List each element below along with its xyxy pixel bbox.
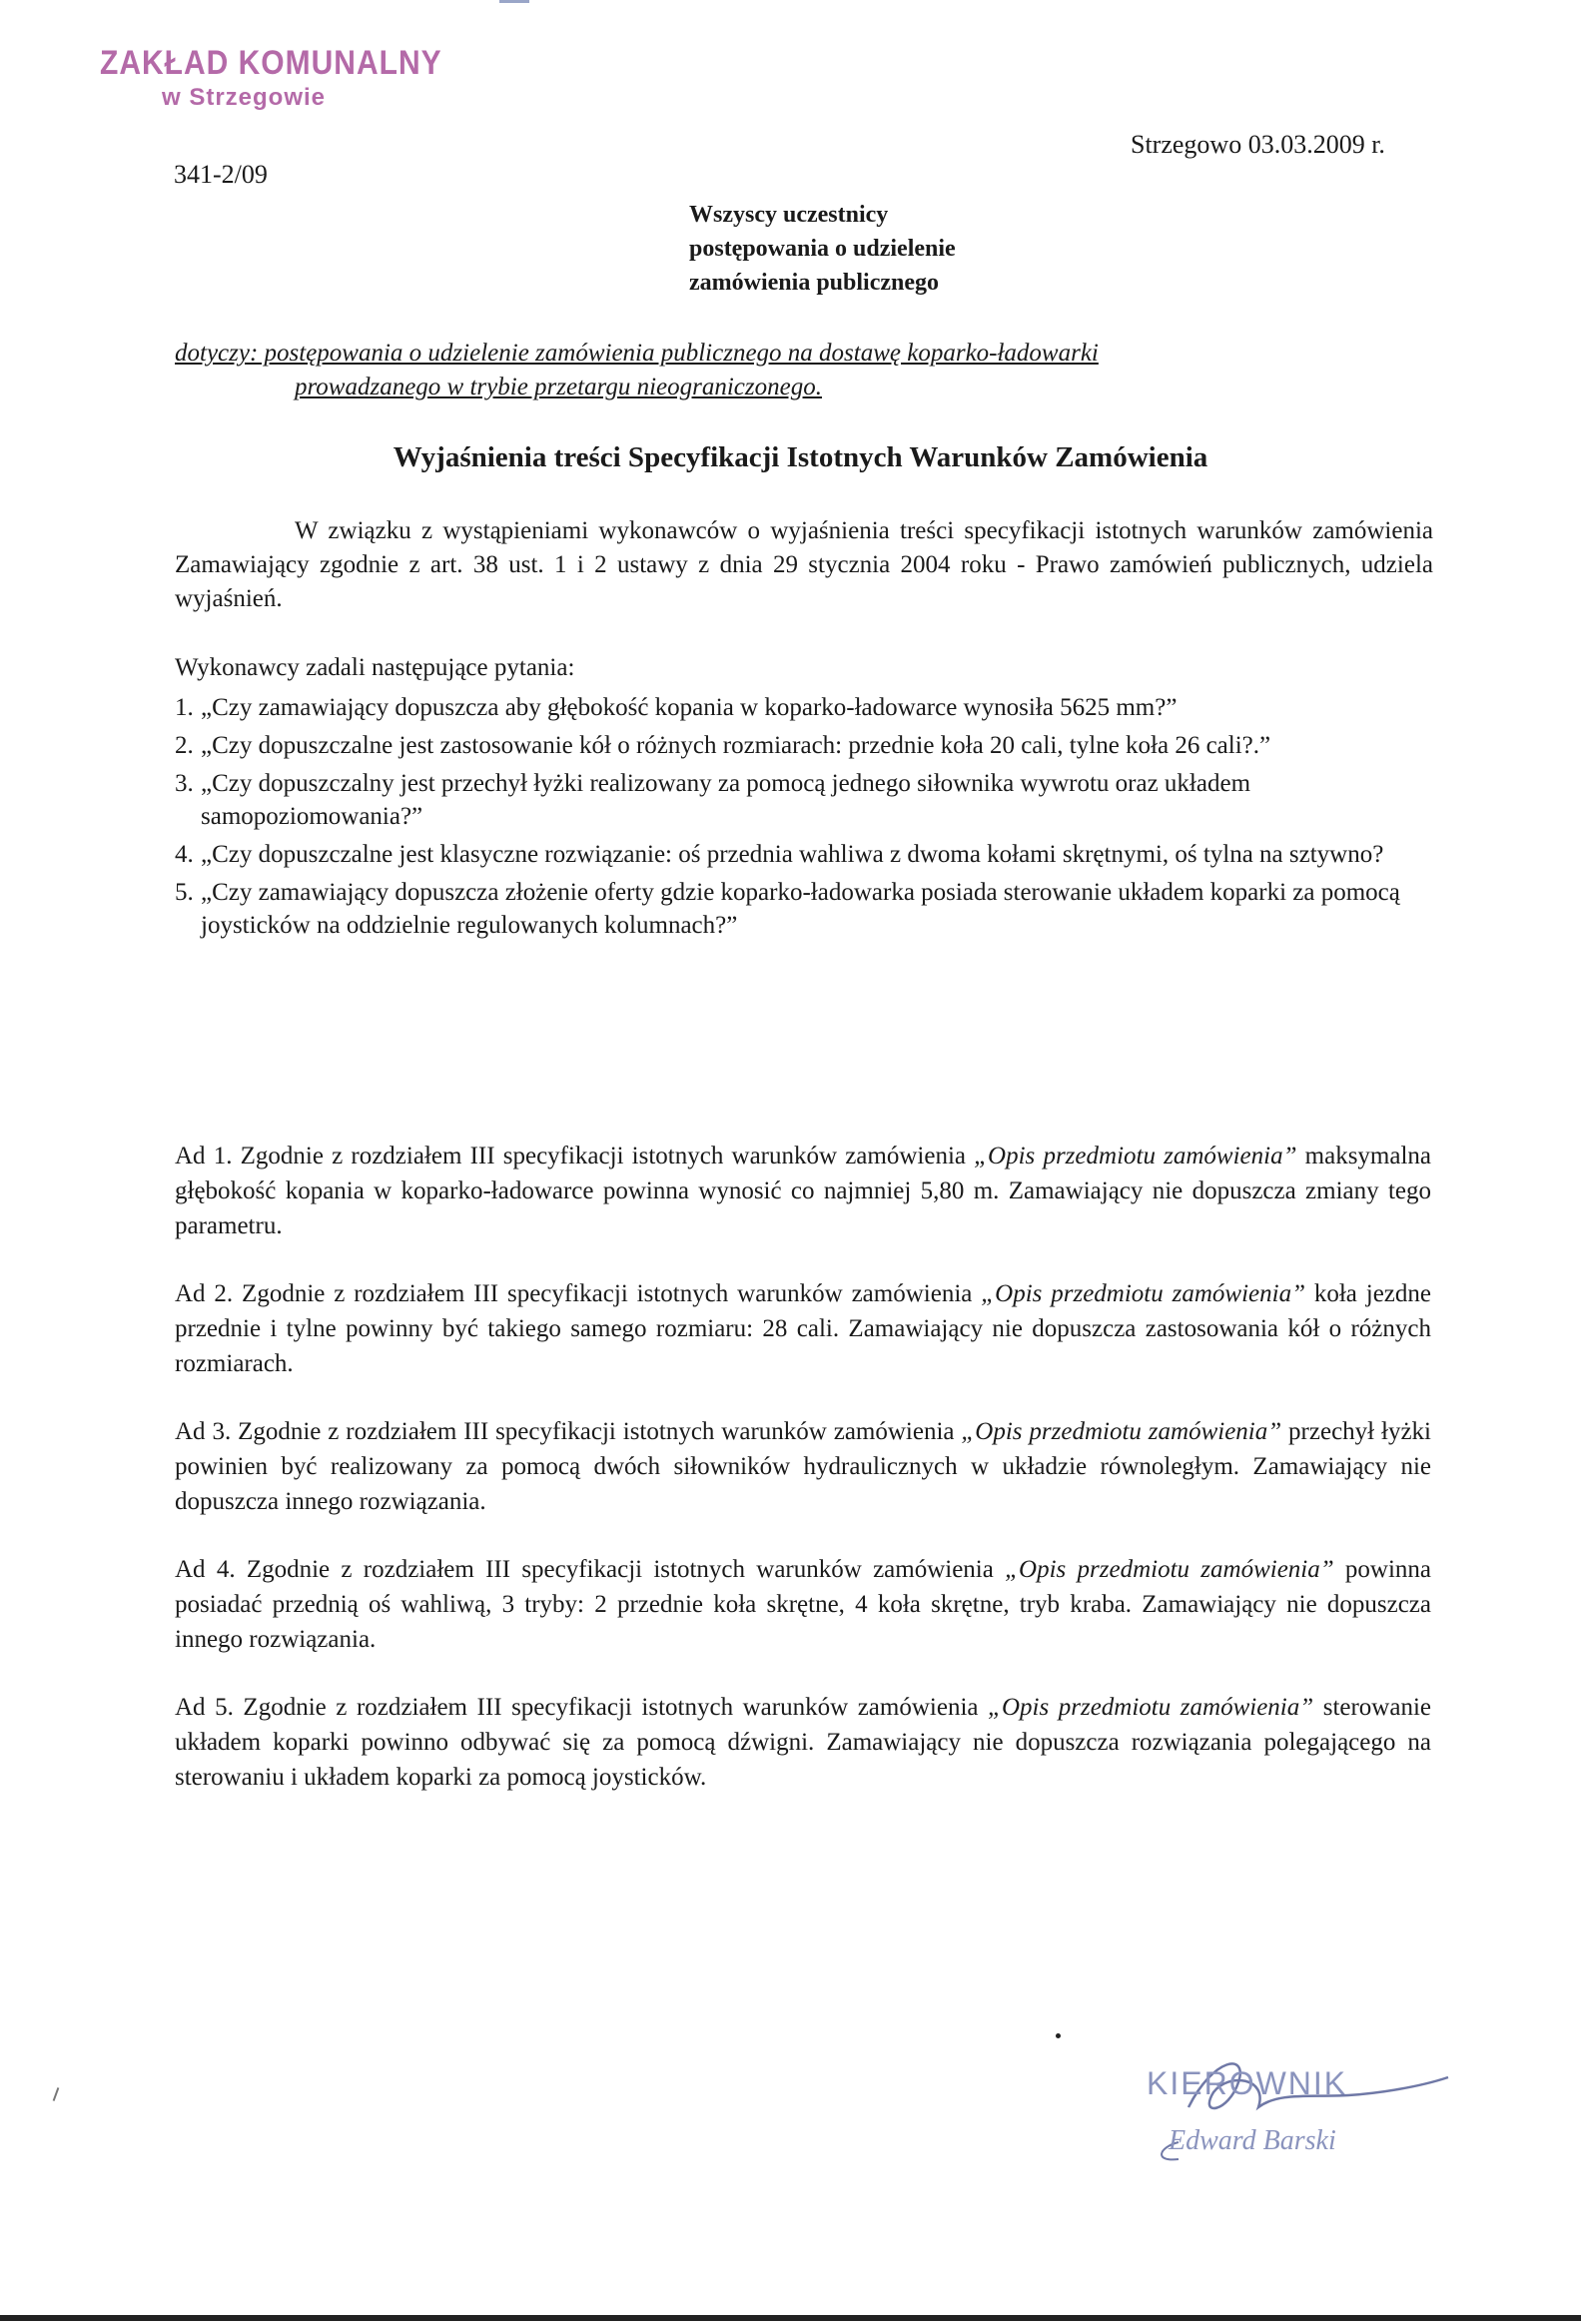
ink-dot bbox=[1056, 2033, 1061, 2038]
list-item bbox=[175, 691, 1433, 724]
answer-paragraph bbox=[175, 1690, 1431, 1795]
answer-paragraph bbox=[175, 1139, 1431, 1243]
subject-line-2: prowadzanego w trybie przetargu nieograniczonego. bbox=[295, 374, 822, 400]
question-number: 1. bbox=[175, 694, 194, 721]
list-item bbox=[175, 838, 1433, 871]
answer-rest: przechył łyżki powinien być realizowany za pomocą dwóch siłowników hydraulicznych w układzie równoległym. Zamawiający nie dopuszcza innego rozwiązania. bbox=[175, 1418, 1431, 1515]
answer-quote: „Opis przedmiotu zamówienia” bbox=[981, 1280, 1305, 1307]
list-item bbox=[175, 876, 1433, 942]
answers-block bbox=[175, 1114, 1431, 1828]
list-item bbox=[175, 729, 1433, 762]
signature-name: Edward Barski bbox=[1169, 2125, 1336, 2156]
addressee-line: Wszyscy uczestnicy bbox=[689, 202, 889, 228]
question-number: 2. bbox=[175, 732, 194, 759]
question-number: 4. bbox=[175, 841, 194, 868]
answer-rest: maksymalna głębokość kopania w koparko-ładowarce powinna wynosić co najmniej 5,80 m. Zamawiający nie dopuszcza zmiany tego parametru. bbox=[175, 1143, 1432, 1239]
question-text: „Czy dopuszczalny jest przechył łyżki realizowany za pomocą jednego siłownika wywrotu oraz układem samopoziomowania?” bbox=[201, 770, 1251, 830]
question-text: „Czy dopuszczalne jest zastosowanie kół o różnych rozmiarach: przednie koła 20 cali, tylne koła 26 cali?.” bbox=[201, 732, 1271, 759]
answer-paragraph bbox=[175, 1552, 1431, 1657]
addressee-line: zamówienia publicznego bbox=[689, 270, 939, 296]
answer-rest: sterowanie układem koparki powinno odbywać się za pomocą dźwigni. Zamawiający nie dopuszcza rozwiązania polegającego na sterowaniu i układem koparki za pomocą joysticków. bbox=[175, 1694, 1432, 1791]
list-item bbox=[175, 767, 1433, 833]
answer-lead: Ad 1. Zgodnie z rozdziałem III specyfikacji istotnych warunków zamówienia bbox=[175, 1143, 975, 1169]
place-date: Strzegowo 03.03.2009 r. bbox=[1131, 130, 1385, 159]
scan-mark bbox=[499, 0, 529, 3]
answer-lead: Ad 2. Zgodnie z rozdziałem III specyfikacji istotnych warunków zamówienia bbox=[175, 1280, 982, 1307]
stamp-line-2: w Strzegowie bbox=[162, 84, 327, 111]
question-number: 5. bbox=[175, 879, 194, 906]
question-text: „Czy zamawiający dopuszcza złożenie oferty gdzie koparko-ładowarka posiada sterowanie układem koparki za pomocą joysticków na oddzielnie regulowanych kolumnach?” bbox=[201, 879, 1400, 939]
answer-quote: „Opis przedmiotu zamówienia” bbox=[974, 1143, 1297, 1169]
signature-title: KIEROWNIK bbox=[1147, 2065, 1348, 2101]
addressee-block bbox=[689, 198, 956, 300]
company-stamp bbox=[100, 44, 442, 112]
questions-list bbox=[175, 691, 1433, 947]
answer-lead: Ad 5. Zgodnie z rozdziałem III specyfikacji istotnych warunków zamówienia bbox=[175, 1694, 989, 1721]
stamp-line-1: ZAKŁAD KOMUNALNY bbox=[100, 44, 442, 82]
answer-paragraph bbox=[175, 1414, 1431, 1519]
question-number: 3. bbox=[175, 770, 194, 797]
question-text: „Czy zamawiający dopuszcza aby głębokość kopania w koparko-ładowarce wynosiła 5625 mm?” bbox=[201, 694, 1178, 721]
subject-line-1: dotyczy: postępowania o udzielenie zamówienia publicznego na dostawę koparko-ładowarki bbox=[175, 340, 1099, 367]
answer-paragraph bbox=[175, 1276, 1431, 1381]
answer-rest: powinna posiadać przednią oś wahliwą, 3 tryby: 2 przednie koła skrętne, 4 koła skrętne, tryb kraba. Zamawiający nie dopuszcza innego rozwiązania. bbox=[175, 1556, 1432, 1653]
reference-number: 341-2/09 bbox=[174, 160, 268, 189]
answer-quote: „Opis przedmiotu zamówienia” bbox=[961, 1418, 1282, 1445]
intro-paragraph: W związku z wystąpieniami wykonawców o wyjaśnienia treści specyfikacji istotnych warunków zamówienia Zamawiający zgodnie z art. 38 ust. 1 i 2 ustawy z dnia 29 stycznia 2004 roku - Prawo zamówień publicznych, udziela wyjaśnień. bbox=[175, 517, 1433, 612]
document-heading bbox=[0, 441, 1581, 474]
subject-block bbox=[175, 337, 1423, 404]
addressee-line: postępowania o udzielenie bbox=[689, 236, 956, 262]
answer-lead: Ad 4. Zgodnie z rozdziałem III specyfikacji istotnych warunków zamówienia bbox=[175, 1556, 1006, 1583]
answer-quote: „Opis przedmiotu zamówienia” bbox=[1005, 1556, 1334, 1583]
scan-edge bbox=[0, 2315, 1581, 2321]
answer-quote: „Opis przedmiotu zamówienia” bbox=[988, 1694, 1314, 1721]
question-text: „Czy dopuszczalne jest klasyczne rozwiązanie: oś przednia wahliwa z dwoma kołami skrętnymi, oś tylna na sztywno? bbox=[201, 841, 1384, 868]
answer-rest: koła jezdne przednie i tylne powinny być takiego samego rozmiaru: 28 cali. Zamawiający nie dopuszcza zastosowania kół o różnych rozmiarach. bbox=[175, 1280, 1431, 1377]
heading-text: Wyjaśnienia treści Specyfikacji Istotnych Warunków Zamówienia bbox=[393, 441, 1208, 473]
scan-speck bbox=[53, 2087, 60, 2101]
questions-header: Wykonawcy zadali następujące pytania: bbox=[175, 654, 575, 681]
answer-lead: Ad 3. Zgodnie z rozdziałem III specyfikacji istotnych warunków zamówienia bbox=[175, 1418, 962, 1445]
